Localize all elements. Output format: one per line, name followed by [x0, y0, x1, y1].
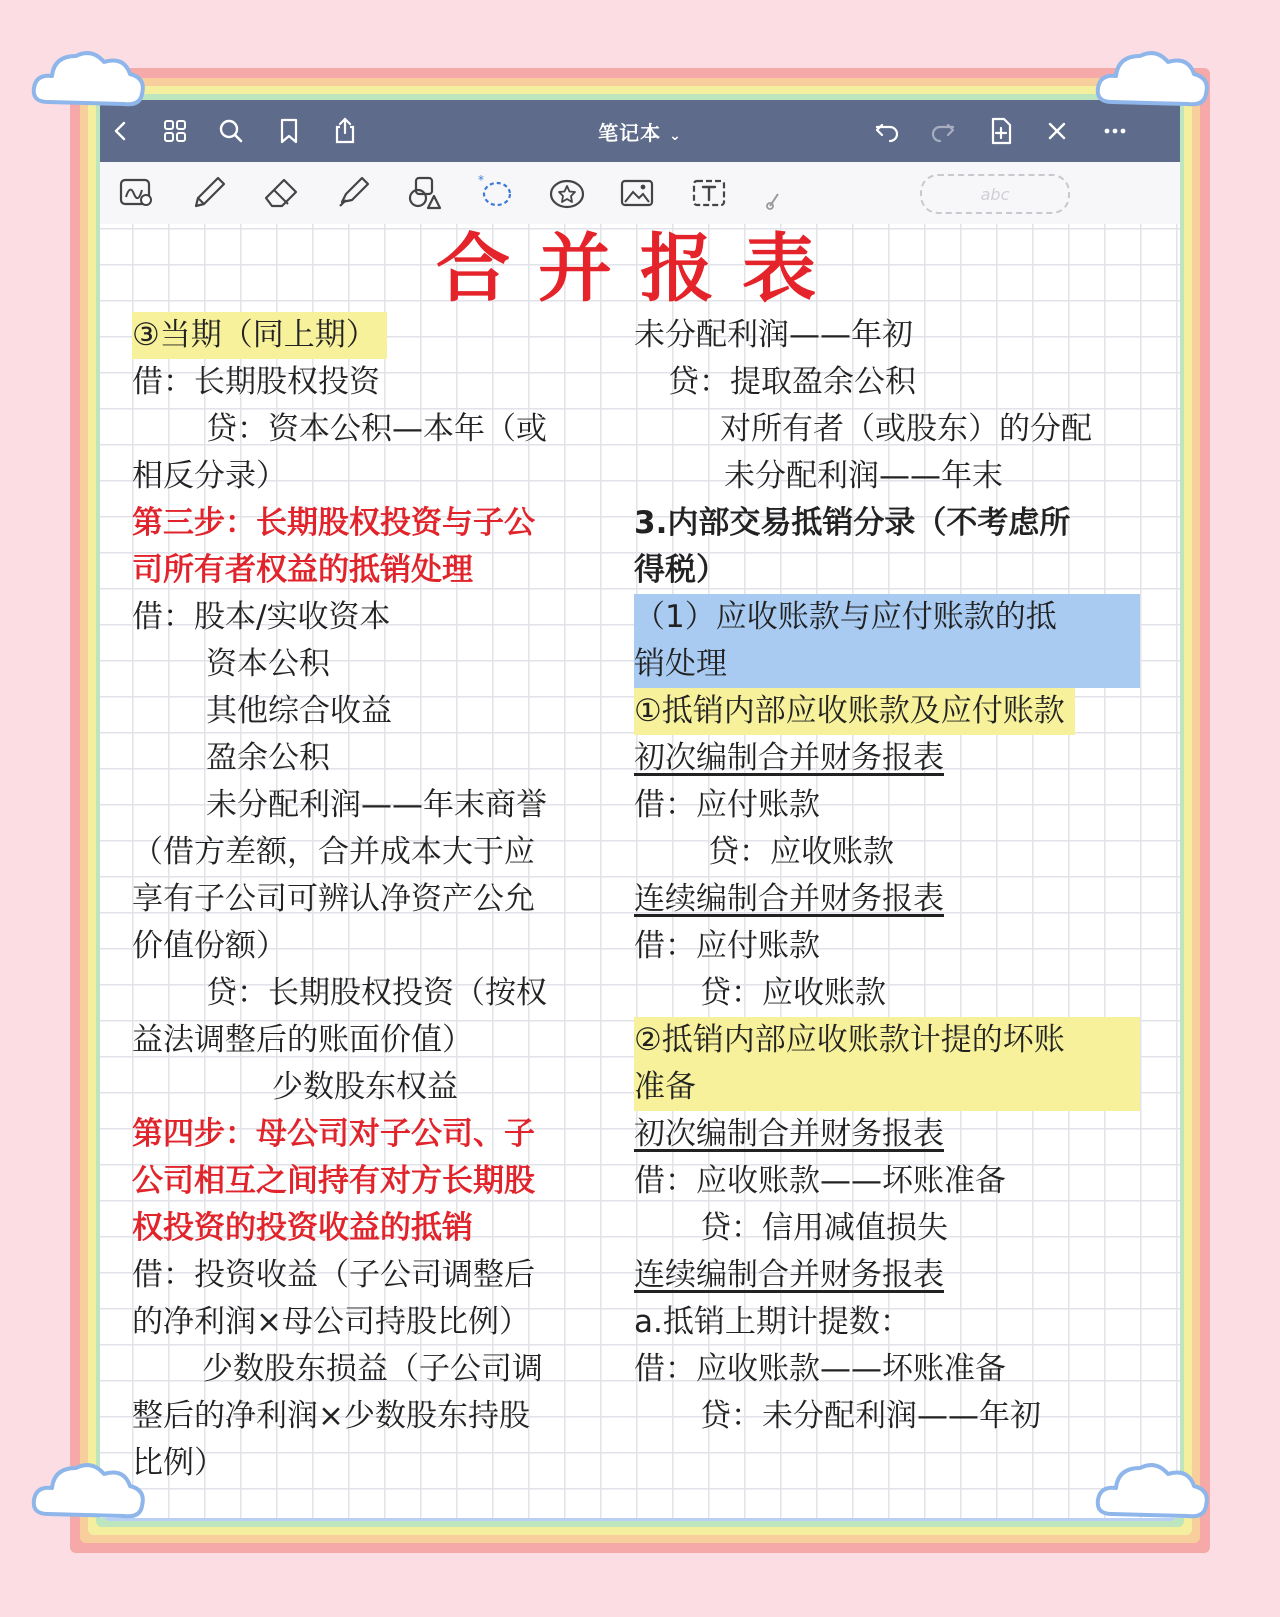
note-line-step-heading: 司所有者权益的抵销处理 — [132, 552, 473, 588]
note-line: 借：股本/实收资本 — [132, 599, 391, 635]
more-icon[interactable] — [1100, 116, 1130, 146]
note-line: 贷：提取盈余公积 — [668, 364, 916, 400]
note-line: 享有子公司可辨认净资产公允 — [132, 881, 535, 917]
note-line: 贷：资本公积—本年（或 — [206, 411, 547, 447]
note-line-section-heading: 得税） — [634, 552, 727, 588]
cloud-decoration-top-right — [1092, 40, 1212, 120]
note-line: （借方差额，合并成本大于应 — [132, 834, 535, 870]
drawing-toolbar — [100, 162, 1180, 225]
text-style-preset[interactable]: abc — [920, 174, 1070, 214]
notebook-title-dropdown[interactable] — [598, 117, 682, 146]
note-line: 比例） — [132, 1445, 225, 1481]
note-line: 整后的净利润×少数股东持股 — [132, 1398, 530, 1434]
highlighter-tool-icon[interactable] — [332, 172, 374, 214]
note-line: 未分配利润——年末 — [724, 458, 1003, 494]
top-bar — [100, 100, 1180, 162]
eraser-tool-icon[interactable] — [260, 172, 302, 214]
note-line: 少数股东权益 — [272, 1069, 458, 1105]
note-line: 价值份额） — [132, 928, 287, 964]
note-line-section-heading: 3.内部交易抵销分录（不考虑所 — [634, 505, 1071, 541]
note-line: 贷：长期股权投资（按权 — [206, 975, 547, 1011]
note-line: 益法调整后的账面价值） — [132, 1022, 473, 1058]
laser-tool-icon[interactable] — [756, 172, 798, 214]
note-line-step-heading: 第三步：长期股权投资与子公 — [132, 505, 535, 541]
note-line: 借：投资收益（子公司调整后 — [132, 1257, 535, 1293]
note-line-topic: ①抵销内部应收账款及应付账款 — [634, 688, 1075, 735]
note-line-topic: 准备 — [634, 1064, 1140, 1111]
add-page-icon[interactable] — [986, 116, 1016, 146]
note-line: 借：应收账款——坏账准备 — [634, 1351, 1006, 1387]
sticker-tool-icon[interactable] — [546, 172, 588, 214]
note-line: 借：应付账款 — [634, 787, 820, 823]
back-icon[interactable] — [106, 116, 136, 146]
cloud-decoration-bottom-left — [28, 1452, 148, 1532]
note-line: 贷：信用减值损失 — [700, 1210, 948, 1246]
note-line: 借：长期股权投资 — [132, 364, 380, 400]
grid-icon[interactable] — [160, 116, 190, 146]
note-right-column — [634, 312, 1140, 1440]
note-line: 贷：应收账款 — [700, 975, 886, 1011]
chevron-down-icon: ⌄ — [669, 127, 682, 144]
search-icon[interactable] — [216, 116, 246, 146]
redo-icon[interactable] — [928, 116, 958, 146]
notes-app — [100, 100, 1180, 1518]
note-line: 借：应收账款——坏账准备 — [634, 1163, 1006, 1199]
note-line-subheading: （1）应收账款与应付账款的抵 — [634, 594, 1140, 641]
notebook-title: 笔记本 — [598, 120, 662, 145]
note-line-underlined: 连续编制合并财务报表 — [634, 881, 944, 917]
undo-icon[interactable] — [872, 116, 902, 146]
shapes-tool-icon[interactable] — [404, 172, 446, 214]
cloud-decoration-top-left — [28, 40, 148, 120]
lasso-zoom-tool-icon[interactable] — [116, 172, 158, 214]
bookmark-icon[interactable] — [274, 116, 304, 146]
svg-text:*: * — [478, 173, 484, 187]
note-line: 的净利润×母公司持股比例） — [132, 1304, 530, 1340]
image-tool-icon[interactable] — [616, 172, 658, 214]
lasso-tool-icon[interactable] — [474, 172, 516, 214]
note-line: 贷：未分配利润——年初 — [700, 1398, 1041, 1434]
note-line: 其他综合收益 — [206, 693, 392, 729]
note-line: 资本公积 — [206, 646, 330, 682]
note-line-underlined: 初次编制合并财务报表 — [634, 740, 944, 776]
note-line: 盈余公积 — [206, 740, 330, 776]
share-icon[interactable] — [330, 116, 360, 146]
note-line-step-heading: 第四步：母公司对子公司、子 — [132, 1116, 535, 1152]
note-line-subheading: 销处理 — [634, 641, 1140, 688]
cloud-decoration-bottom-right — [1092, 1452, 1212, 1532]
note-line: 贷：应收账款 — [708, 834, 894, 870]
note-line: 对所有者（或股东）的分配 — [720, 411, 1092, 447]
note-line: 相反分录） — [132, 458, 287, 494]
note-line: a.抵销上期计提数： — [634, 1304, 911, 1340]
note-line-underlined: 初次编制合并财务报表 — [634, 1116, 944, 1152]
note-line-heading: ③当期（同上期） — [132, 312, 387, 359]
close-icon[interactable] — [1042, 116, 1072, 146]
note-line: 借：应付账款 — [634, 928, 820, 964]
note-line-step-heading: 公司相互之间持有对方长期股 — [132, 1163, 535, 1199]
note-line: 未分配利润——年末商誉 — [206, 787, 547, 823]
note-line: 未分配利润——年初 — [634, 317, 913, 353]
note-line-underlined: 连续编制合并财务报表 — [634, 1257, 944, 1293]
page-title: 合并报表 — [436, 226, 844, 312]
note-line-topic: ②抵销内部应收账款计提的坏账 — [634, 1017, 1140, 1064]
note-line-step-heading: 权投资的投资收益的抵销 — [132, 1210, 473, 1246]
pen-tool-icon[interactable] — [188, 172, 230, 214]
text-tool-icon[interactable] — [688, 172, 730, 214]
note-line: 少数股东损益（子公司调 — [202, 1351, 543, 1387]
note-left-column — [132, 312, 602, 1487]
